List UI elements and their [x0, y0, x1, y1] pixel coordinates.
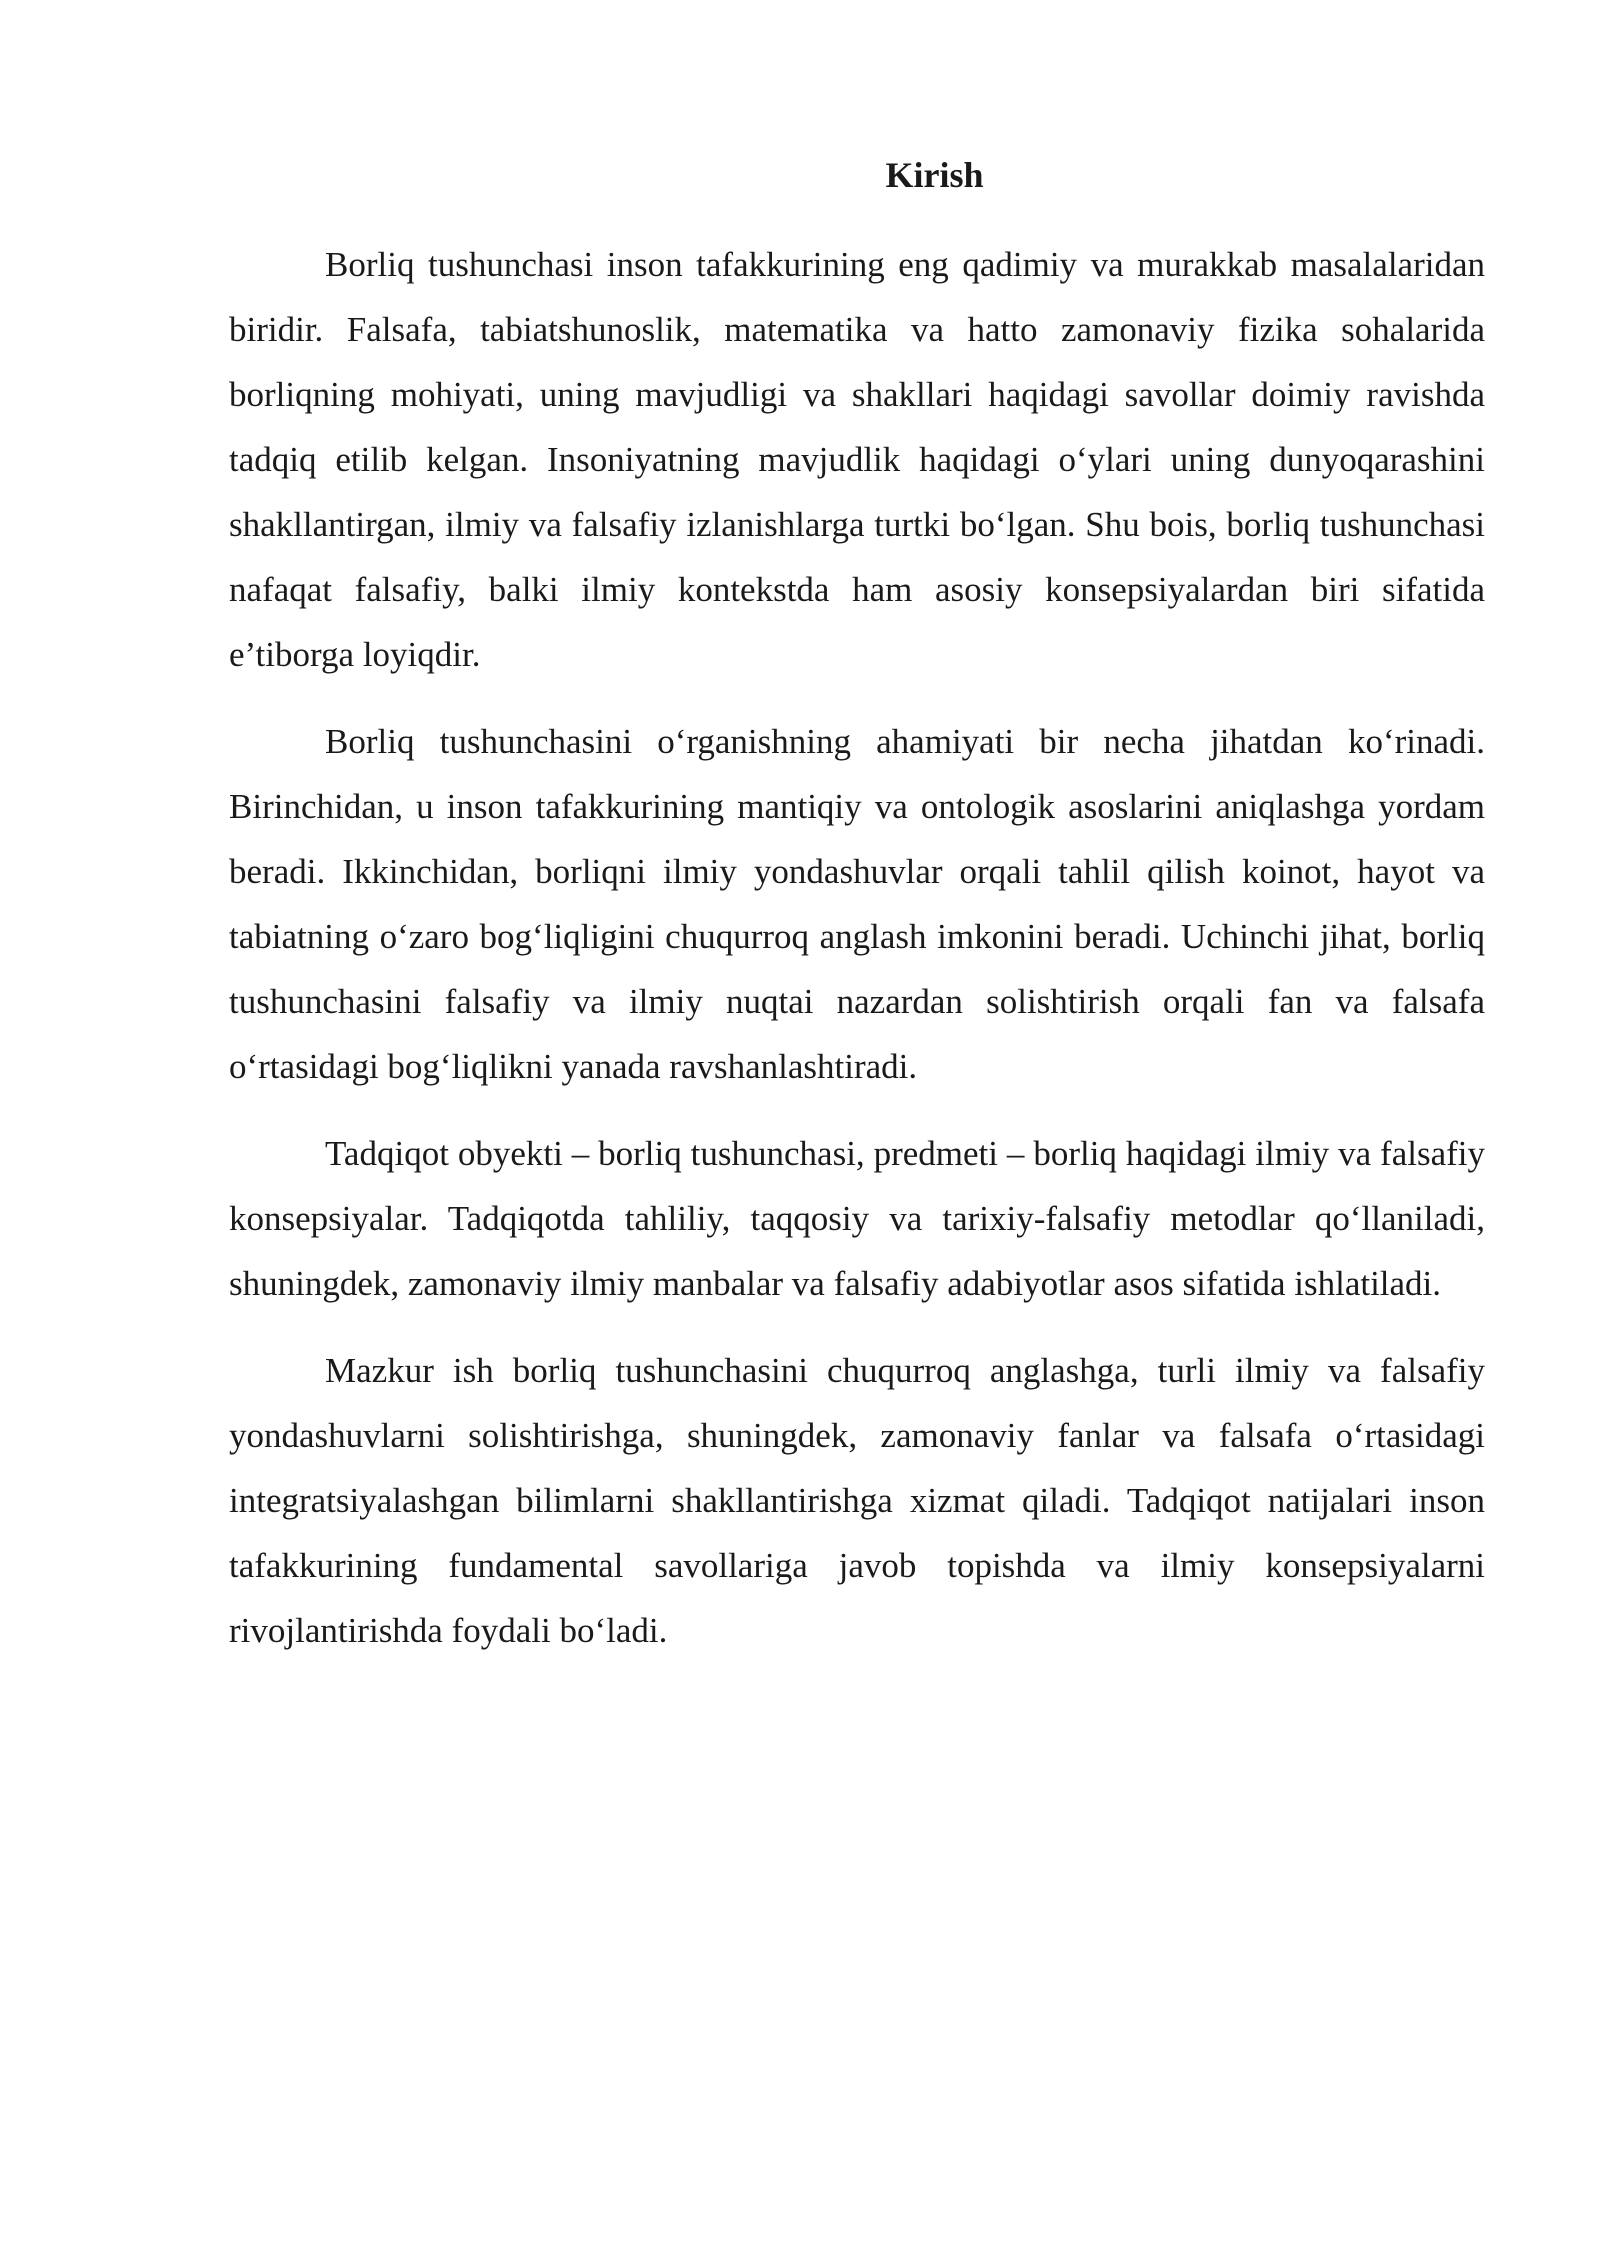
section-heading: Kirish	[885, 155, 984, 195]
paragraph-research-object: Tadqiqot obyekti – borliq tushunchasi, predmeti – borliq haqidagi ilmiy va falsafiy konsepsiyalar. Tadqiqotda tahliliy, taqqosiy va tarixiy-falsafiy metodlar qo‘llaniladi, shuningdek, zamonaviy ilmiy manbalar va falsafiy adabiyotlar asos sifatida ishlatiladi.	[229, 1134, 1485, 1303]
paragraph-significance: Borliq tushunchasini o‘rganishning ahamiyati bir necha jihatdan ko‘rinadi. Birinchidan, u inson tafakkurining mantiqiy va ontologik asoslarini aniqlashga yordam beradi. Ikkinchidan, borliqni ilmiy yondashuvlar orqali tahlil qilish koinot, hayot va tabiatning o‘zaro bog‘liqligini chuqurroq anglash imkonini beradi. Uchinchi jihat, borliq tushunchasini falsafiy va ilmiy nuqtai nazardan solishtirish orqali fan va falsafa o‘rtasidagi bog‘liqlikni yanada ravshanlashtiradi.	[229, 722, 1485, 1086]
document-body	[229, 148, 1485, 1685]
paragraph-conclusion: Mazkur ish borliq tushunchasini chuqurroq anglashga, turli ilmiy va falsafiy yondashuvlarni solishtirishga, shuningdek, zamonaviy fanlar va falsafa o‘rtasidagi integratsiyalashgan bilimlarni shakllantirishga xizmat qiladi. Tadqiqot natijalari inson tafakkurining fundamental savollariga javob topishda va ilmiy konsepsiyalarni rivojlantirishda foydali bo‘ladi.	[229, 1351, 1485, 1650]
paragraph-introduction: Borliq tushunchasi inson tafakkurining eng qadimiy va murakkab masalalaridan biridir. Falsafa, tabiatshunoslik, matematika va hatto zamonaviy fizika sohalarida borliqning mohiyati, uning mavjudligi va shakllari haqidagi savollar doimiy ravishda tadqiq etilib kelgan. Insoniyatning mavjudlik haqidagi o‘ylari uning dunyoqarashini shakllantirgan, ilmiy va falsafiy izlanishlarga turtki bo‘lgan. Shu bois, borliq tushunchasi nafaqat falsafiy, balki ilmiy kontekstda ham asosiy konsepsiyalardan biri sifatida e’tiborga loyiqdir.	[229, 245, 1485, 674]
